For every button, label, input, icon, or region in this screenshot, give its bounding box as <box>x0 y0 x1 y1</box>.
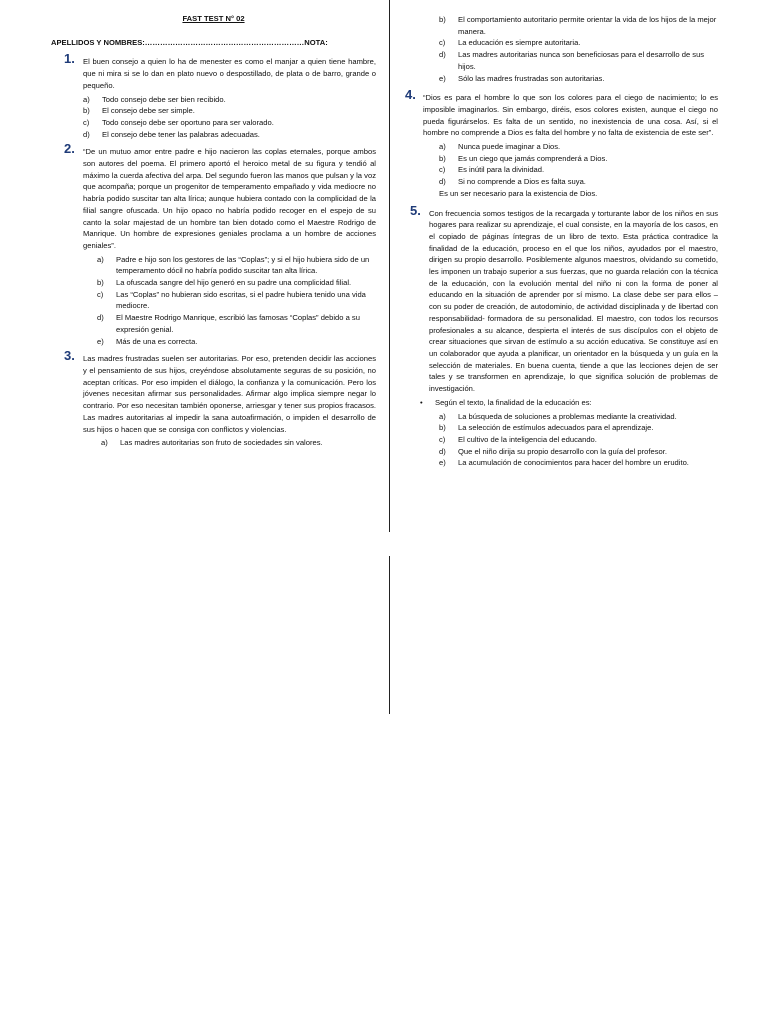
options-list <box>439 141 718 188</box>
options-list <box>439 411 718 470</box>
option-letter: a) <box>83 94 90 104</box>
option-item[interactable] <box>101 437 376 449</box>
option-item[interactable] <box>439 14 718 37</box>
option-item[interactable] <box>439 457 718 469</box>
option-letter: e) <box>97 336 104 346</box>
option-text: Es un ciego que jamás comprenderá a Dios. <box>458 153 608 163</box>
option-text: La ofuscada sangre del hijo generó en su padre una complicidad filial. <box>116 278 352 288</box>
option-item[interactable] <box>439 141 718 153</box>
option-text: Todo consejo debe ser oportuno para ser valorado. <box>102 117 274 127</box>
option-item[interactable] <box>97 254 376 277</box>
option-text: El consejo debe tener las palabras adecuadas. <box>102 129 260 139</box>
option-item[interactable] <box>439 49 718 72</box>
option-item[interactable] <box>439 37 718 49</box>
option-text: Más de una es correcta. <box>116 336 198 346</box>
question-number: 5. <box>410 202 421 218</box>
option-text: Padre e hijo son los gestores de las “Coplas”; y si el hijo hubiera sido de un temperamento dócil no habría podido suscitar tan alta lírica. <box>116 254 370 276</box>
option-item[interactable] <box>439 422 718 434</box>
right-column <box>397 12 718 469</box>
option-item[interactable] <box>439 73 718 85</box>
option-letter: c) <box>83 117 90 127</box>
option-letter: a) <box>439 411 446 421</box>
option-text: Que el niño dirija su propio desarrollo con la guía del profesor. <box>458 446 667 456</box>
student-name-line: APELLIDOS Y NOMBRES:………………………………………………………NOTA: <box>51 37 328 47</box>
options-list-continued <box>439 14 718 84</box>
option-item[interactable] <box>83 105 376 117</box>
option-text: El Maestre Rodrigo Manrique, escribió las famosas “Coplas” debido a su expresión genial. <box>116 313 360 334</box>
option-letter: d) <box>97 313 104 323</box>
option-letter: b) <box>83 106 90 116</box>
question-3 <box>51 348 376 449</box>
option-letter: b) <box>97 278 104 288</box>
option-text: Nunca puede imaginar a Dios. <box>458 142 561 152</box>
option-letter: d) <box>439 446 446 456</box>
option-text: Sólo las madres frustradas son autoritarias. <box>458 73 605 83</box>
option-letter: e) <box>439 458 446 468</box>
option-text: La acumulación de conocimientos para hacer del hombre un erudito. <box>458 458 689 468</box>
option-letter: c) <box>439 38 446 48</box>
option-letter: c) <box>97 289 104 299</box>
option-item[interactable] <box>439 434 718 446</box>
option-letter: a) <box>97 254 104 264</box>
column-divider-top <box>389 0 390 532</box>
question-text: El buen consejo a quien lo ha de menester es como el manjar a quien tiene hambre, que ni mira si se lo dan en plato nuevo o despostillado, de plata o de barro, grande o pequeño. <box>83 57 376 90</box>
question-2 <box>51 141 376 347</box>
option-letter: a) <box>439 142 446 152</box>
option-text: La selección de estímulos adecuados para el aprendizaje. <box>458 423 654 433</box>
bullet-question-text: Según el texto, la finalidad de la educación es: <box>435 397 592 407</box>
option-item[interactable] <box>439 153 718 165</box>
left-column <box>51 10 376 455</box>
question-1 <box>51 51 376 140</box>
option-text: La búsqueda de soluciones a problemas mediante la creatividad. <box>458 411 677 421</box>
option-letter: d) <box>439 50 446 60</box>
exam-title: FAST TEST N° 02 <box>182 14 245 23</box>
bullet-icon: • <box>420 397 423 407</box>
option-item[interactable] <box>97 336 376 348</box>
question-text: Las madres frustradas suelen ser autoritarias. Por eso, pretenden decidir las acciones y el pensamiento de sus hijos, creyéndose absolutamente seguras de su posición, no aceptan críticas. Por eso impiden el diálogo, la confianza y la comunicación. Pero los jóvenes necesitan afirmar sus personalidades. Afirmar algo implica siempre negar lo contrario. Por eso necesitan también oponerse, arriesgar y tener sus propios fracasos. Las madres autoritarias al impedir la sana autoafirmación, o impiden el desarrollo de sus hijos o hacen que se consiga con conflictos y violencias. <box>83 354 376 434</box>
option-item[interactable] <box>439 446 718 458</box>
option-text: Es inútil para la divinidad. <box>458 165 545 175</box>
option-item[interactable] <box>439 164 718 176</box>
option-text: Las madres autoritarias son fruto de sociedades sin valores. <box>120 438 323 448</box>
option-item[interactable] <box>97 277 376 289</box>
question-text: Con frecuencia somos testigos de la recargada y torturante labor de los niños en sus hogares para realizar su aprendizaje, el cual consiste, en la mayoría de los casos, en el copiado de páginas íntegras de un libro de texto. Esta práctica contradice la finalidad de la educación, proceso en el que los niños, ayudados por el maestro, dirigen su propio desarrollo. Posiblemente algunos maestros, olvidando su cometido, les imponen un trabajo superior a sus fuerzas, que no guarda relación con la técnica de la educación, con la evolución mental del niño ni con la forma de poner al educando en la situación de aprender por sí mismo. La clase debe ser para ellos –con su poder de creación, de autodominio, de actividad disciplinada y de libertad con responsabilidad- formadora de su personalidad. El maestro, con todos los recursos profesionales a su alcance, despierta el interés de sus discípulos con el objeto de crear situaciones que sirvan de estímulo a su acción educativa. Se constituye así en un colaborador que ayuda a planificar, un orientador en la búsqueda y un guía en la selección de materiales. En buena cuenta, tiende a que las lecciones dejen de ser tales y se transformen en aprendizaje, lo que significa solución de problemas de investigación. <box>429 208 718 394</box>
option-item[interactable] <box>439 176 718 188</box>
options-list <box>97 254 376 348</box>
question-5-prompt <box>397 397 718 469</box>
option-letter: c) <box>439 434 446 444</box>
option-item[interactable] <box>97 289 376 312</box>
question-5 <box>397 202 718 395</box>
option-item[interactable] <box>439 411 718 423</box>
question-text: “Dios es para el hombre lo que son los colores para el ciego de nacimiento; lo es imposible imaginarlos. Sin embargo, diréis, esos colores existen, aunque el ciego no pueda figurárselos. Es falta de un sentido, no inexistencia de una cosa. Así, si el hombre no comprende a Dios es falta del hombre y no falta de existencia de este ser”. <box>423 93 718 138</box>
option-text: Todo consejo debe ser bien recibido. <box>102 94 226 104</box>
option-item[interactable] <box>83 94 376 106</box>
option-letter: b) <box>439 153 446 163</box>
option-text: El consejo debe ser simple. <box>102 106 195 116</box>
question-number: 3. <box>64 348 75 364</box>
option-letter: b) <box>439 423 446 433</box>
question-number: 1. <box>64 51 75 67</box>
column-divider-bottom <box>389 556 390 714</box>
option-item[interactable] <box>97 312 376 335</box>
option-letter: b) <box>439 15 446 24</box>
option-text: Las “Coplas” no hubieran sido escritas, si el padre hubiera tenido una vida mediocre. <box>116 289 366 311</box>
question-number: 2. <box>64 141 75 157</box>
question-text: “De un mutuo amor entre padre e hijo nacieron las coplas eternales, porque ambos son autores del poema. El primero aportó el heroico metal de su figura y tendió al máximo la cuerda afectiva del arpa. Del segundo fueron las manos que pulsan y la voz que acompaña; porque un progenitor de temperamento empañado y vida mediocre no habría podido suscitar tan alta lírica; aunque hubiera contado con la complicidad de la filial sangre ofuscada. Un hijo opaco no habría podido recoger en el espejo de su canto la solar majestad de un hombre tan bien dotado como el Maestre Rodrigo de Manrique. Un hombre de expresiones geniales proclama a un hombre de acciones geniales”. <box>83 147 376 250</box>
option-letter: a) <box>101 438 108 448</box>
option-text: El comportamiento autoritario permite orientar la vida de los hijos de la mejor manera. <box>458 15 717 36</box>
options-list <box>83 94 376 141</box>
options-list <box>101 437 376 449</box>
option-item[interactable] <box>83 117 376 129</box>
option-text: El cultivo de la inteligencia del educando. <box>458 434 597 444</box>
option-text: Las madres autoritarias nunca son beneficiosas para el desarrollo de sus hijos. <box>458 50 705 71</box>
question-number: 4. <box>405 87 416 103</box>
option-text: La educación es siempre autoritaria. <box>458 38 581 48</box>
option-extra[interactable]: Es un ser necesario para la existencia de Dios. <box>439 188 598 198</box>
option-letter: e) <box>439 73 446 83</box>
option-letter: d) <box>83 129 90 139</box>
option-text: Si no comprende a Dios es falta suya. <box>458 177 586 187</box>
question-4 <box>397 87 718 199</box>
option-letter: d) <box>439 177 446 187</box>
option-item[interactable] <box>83 129 376 141</box>
option-letter: c) <box>439 165 446 175</box>
